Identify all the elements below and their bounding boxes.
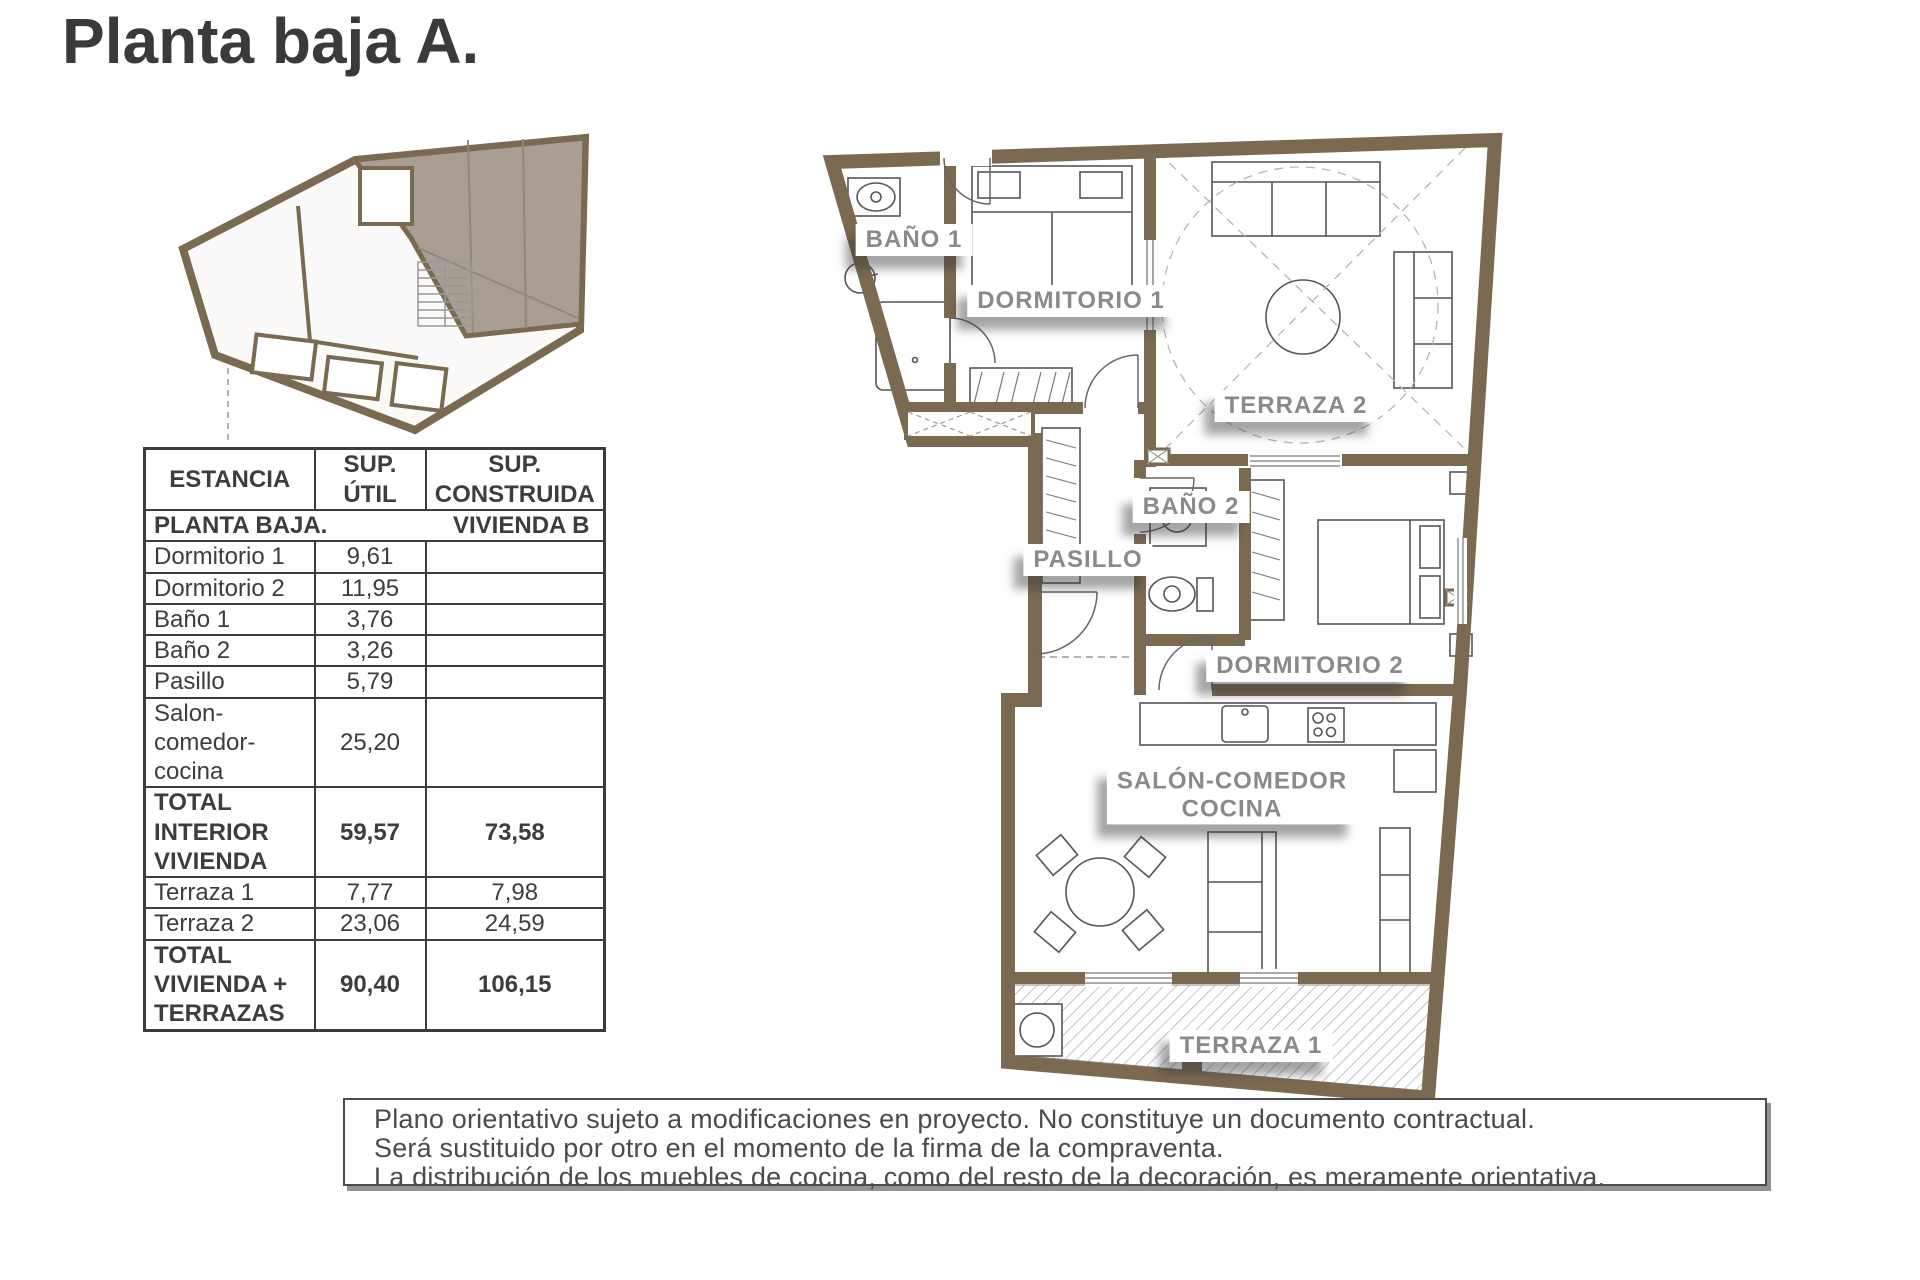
floor-plan: [820, 120, 1520, 1110]
label-terraza2: TERRAZA 2: [1215, 390, 1378, 422]
row-name: TOTAL INTERIOR VIVIENDA: [145, 787, 315, 877]
section-right: VIVIENDA B: [453, 512, 590, 539]
row-util: 11,95: [315, 573, 426, 604]
row-name: Baño 2: [145, 635, 315, 666]
table-row: [145, 877, 605, 908]
table-row-total-interior: [145, 787, 605, 877]
key-plan-outline: [183, 138, 585, 440]
row-util: 25,20: [315, 698, 426, 788]
section-left: PLANTA BAJA.: [154, 512, 328, 539]
cabinet-salon: [1380, 828, 1410, 973]
row-construida: 73,58: [426, 787, 605, 877]
label-salon-line1: SALÓN-COMEDOR: [1116, 767, 1348, 795]
bed-dormitorio1: [972, 166, 1132, 288]
label-dormitorio1: DORMITORIO 1: [967, 285, 1175, 317]
shaft-box-terraza2: [1147, 449, 1169, 464]
row-util: 3,26: [315, 635, 426, 666]
row-construida: [426, 635, 605, 666]
row-util: 3,76: [315, 604, 426, 635]
row-construida: 24,59: [426, 908, 605, 939]
label-terraza1: TERRAZA 1: [1170, 1030, 1333, 1062]
washer: [1012, 1004, 1062, 1056]
row-name: TOTAL VIVIENDA + TERRAZAS: [145, 940, 315, 1030]
row-construida: [426, 698, 605, 788]
row-name: Dormitorio 2: [145, 573, 315, 604]
surface-table: [143, 447, 606, 1032]
label-pasillo: PASILLO: [1023, 544, 1152, 576]
terraza2-sofa: [1212, 162, 1380, 236]
sofa-salon: [1208, 832, 1276, 982]
label-salon-line2: COCINA: [1181, 795, 1283, 822]
page-title: Planta baja A.: [62, 5, 480, 77]
row-util: 5,79: [315, 666, 426, 697]
row-util: 23,06: [315, 908, 426, 939]
disclaimer-box: [343, 1098, 1767, 1192]
label-bano1: BAÑO 1: [856, 224, 973, 256]
table-header-row: [145, 449, 605, 511]
row-name: Salon-comedor-cocina: [145, 698, 315, 788]
row-name: Terraza 1: [145, 877, 315, 908]
row-util: 9,61: [315, 541, 426, 572]
row-construida: [426, 666, 605, 697]
table-row: [145, 635, 605, 666]
row-util: 59,57: [315, 787, 426, 877]
row-name: Terraza 2: [145, 908, 315, 939]
header-sup-util: SUP. ÚTIL: [315, 449, 426, 511]
header-sup-construida: SUP. CONSTRUIDA: [426, 449, 605, 511]
floor-plan-drawing: [820, 120, 1520, 1110]
table-section-row: [145, 510, 605, 541]
disclaimer-line-2: Será sustituido por otro en el momento de la firma de la compraventa.: [374, 1133, 1224, 1163]
row-construida: 106,15: [426, 940, 605, 1030]
table-row: [145, 666, 605, 697]
row-construida: 7,98: [426, 877, 605, 908]
label-bano2: BAÑO 2: [1133, 491, 1250, 523]
label-salon-comedor-cocina: [1107, 765, 1357, 824]
table-row: [145, 604, 605, 635]
header-estancia: ESTANCIA: [145, 449, 315, 511]
row-name: Dormitorio 1: [145, 541, 315, 572]
row-name: Baño 1: [145, 604, 315, 635]
row-construida: [426, 573, 605, 604]
disclaimer-line-1: Plano orientativo sujeto a modificaciones en proyecto. No constituye un documento contractual.: [374, 1104, 1535, 1134]
table-row-total-vivienda: [145, 940, 605, 1030]
row-construida: [426, 541, 605, 572]
table-row: [145, 541, 605, 572]
terraza2-table: [1266, 280, 1340, 354]
row-construida: [426, 604, 605, 635]
table-row: [145, 698, 605, 788]
row-util: 7,77: [315, 877, 426, 908]
disclaimer-line-3: La distribución de los muebles de cocina, como del resto de la decoración, es meramente orientativa.: [374, 1162, 1606, 1192]
closet-dormitorio2: [1248, 480, 1284, 620]
table-row: [145, 908, 605, 939]
building-key-plan: [168, 126, 598, 446]
vent-shaft-band: [906, 410, 1033, 438]
label-dormitorio2: DORMITORIO 2: [1206, 650, 1414, 682]
table-row: [145, 573, 605, 604]
row-name: Pasillo: [145, 666, 315, 697]
row-util: 90,40: [315, 940, 426, 1030]
